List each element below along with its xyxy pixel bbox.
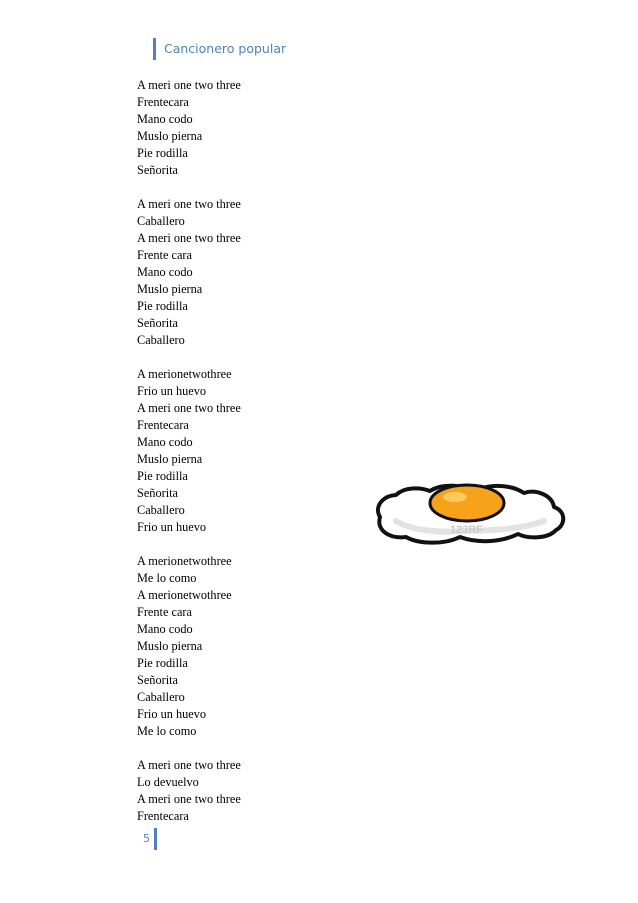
lyric-line: Mano codo — [137, 112, 193, 126]
lyric-line: Mano codo — [137, 622, 193, 636]
lyric-line: A meri one two three — [137, 231, 241, 245]
lyric-line: A merionetwothree — [137, 367, 232, 381]
lyric-line: Frio un huevo — [137, 707, 206, 721]
page-number: 5 — [143, 832, 150, 845]
lyric-line: A meri one two three — [137, 197, 241, 211]
lyric-line: Caballero — [137, 333, 185, 347]
lyric-line: Pie rodilla — [137, 469, 188, 483]
watermark-text: 123RF — [450, 524, 484, 536]
stanza — [137, 757, 357, 825]
running-header — [153, 38, 286, 60]
lyric-line: Muslo pierna — [137, 282, 203, 296]
lyric-line: Muslo pierna — [137, 639, 203, 653]
lyric-line: Lo devuelvo — [137, 775, 199, 789]
header-title: Cancionero popular — [164, 41, 287, 56]
lyric-line: A meri one two three — [137, 758, 241, 772]
lyric-line: Me lo como — [137, 571, 197, 585]
lyric-line: A meri one two three — [137, 792, 241, 806]
lyric-line: Señorita — [137, 673, 178, 687]
lyric-line: Pie rodilla — [137, 146, 188, 160]
lyric-line: Caballero — [137, 690, 185, 704]
stanza — [137, 366, 357, 536]
lyric-line: Pie rodilla — [137, 656, 188, 670]
lyric-line: A merionetwothree — [137, 588, 232, 602]
page-footer — [143, 828, 157, 850]
lyric-line: Pie rodilla — [137, 299, 188, 313]
stanza — [137, 77, 357, 179]
lyric-line: A meri one two three — [137, 401, 241, 415]
lyric-line: A merionetwothree — [137, 554, 232, 568]
stanza — [137, 553, 357, 740]
song-lyrics — [137, 77, 357, 842]
lyric-line: Frentecara — [137, 95, 189, 109]
lyric-line: Caballero — [137, 214, 185, 228]
footer-accent-bar — [154, 828, 157, 850]
lyric-line: Frente cara — [137, 605, 192, 619]
lyric-line: A meri one two three — [137, 78, 241, 92]
lyric-line: Frentecara — [137, 809, 189, 823]
lyric-line: Mano codo — [137, 265, 193, 279]
lyric-line: Frio un huevo — [137, 520, 206, 534]
lyric-line: Muslo pierna — [137, 129, 203, 143]
stanza — [137, 196, 357, 349]
lyric-line: Mano codo — [137, 435, 193, 449]
yolk-highlight — [443, 492, 467, 502]
lyric-line: Señorita — [137, 486, 178, 500]
lyric-line: Caballero — [137, 503, 185, 517]
fried-egg-illustration — [372, 481, 568, 545]
lyric-line: Muslo pierna — [137, 452, 203, 466]
egg-yolk — [430, 485, 504, 521]
lyric-line: Frente cara — [137, 248, 192, 262]
lyric-line: Frio un huevo — [137, 384, 206, 398]
lyric-line: Frentecara — [137, 418, 189, 432]
lyric-line: Señorita — [137, 316, 178, 330]
lyric-line: Señorita — [137, 163, 178, 177]
lyric-line: Me lo como — [137, 724, 197, 738]
